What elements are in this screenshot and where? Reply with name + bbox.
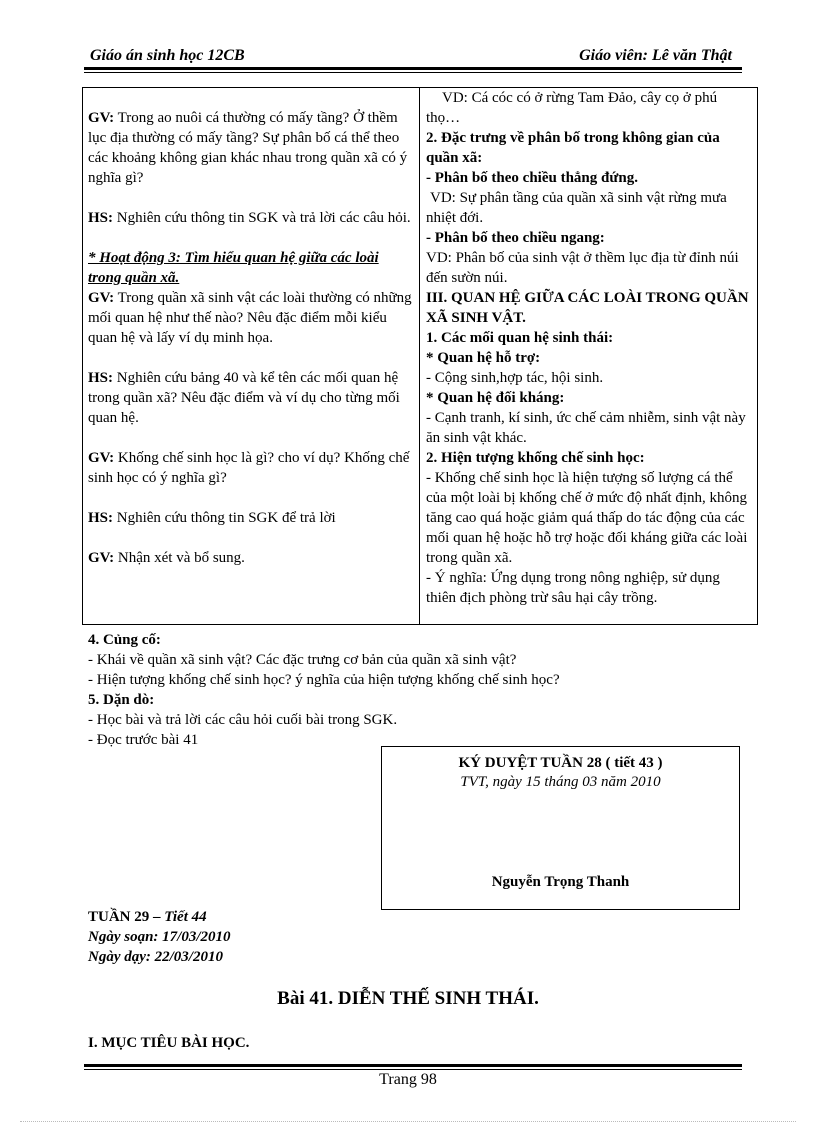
hs-answer-2: HS: Nghiên cứu bảng 40 và kể tên các mối quan hệ trong quần xã? Nêu đặc điểm và ví dụ cho từng mối quan hệ. bbox=[88, 370, 400, 426]
example-species: VD: Cá cóc có ở rừng Tam Đảo, cây cọ ở phú thọ… bbox=[426, 90, 718, 126]
horizontal-example: VD: Phân bố của sinh vật ở thềm lục địa từ đỉnh núi đến sườn núi. bbox=[426, 250, 739, 286]
homework-item: - Học bài và trả lời các câu hỏi cuối bài trong SGK. bbox=[88, 712, 398, 728]
biocontrol-definition: - Khống chế sinh học là hiện tượng số lượng cá thể của một loài bị khống chế ở mức độ nhất định, không tăng cao quá hoặc giảm quá thấp do tác động của các mối quan hệ hoặc hỗ trợ hoặc đối kháng giữa các loài trong quần xã. bbox=[426, 470, 748, 566]
hs-answer-1: HS: Nghiên cứu thông tin SGK và trả lời các câu hỏi. bbox=[88, 210, 411, 226]
footer-rule-thin bbox=[84, 1069, 742, 1070]
objectives-heading: I. MỤC TIÊU BÀI HỌC. bbox=[88, 1035, 250, 1051]
review-item: - Hiện tượng khống chế sinh học? ý nghĩa của hiện tượng khống chế sinh học? bbox=[88, 672, 560, 688]
gv-conclusion: GV: Nhận xét và bổ sung. bbox=[88, 550, 245, 566]
vertical-distribution-heading: - Phân bố theo chiều thẳng đứng. bbox=[426, 170, 638, 186]
footer-rule bbox=[84, 1064, 742, 1067]
gv-question-layers: GV: Trong ao nuôi cá thường có mấy tầng? Ở thềm lục địa thường có mấy tầng? Sự phân bố cá thể theo các khoảng không gian khác nhau trong quần xã có ý nghĩa gì? bbox=[88, 110, 408, 186]
gv-question-relations: GV: Trong quần xã sinh vật các loài thường có những mối quan hệ như thế nào? Nêu đặc điểm mỗi kiểu quan hệ và lấy ví dụ minh họa. bbox=[88, 290, 412, 346]
header-teacher-name: Giáo viên: Lê văn Thật bbox=[579, 47, 732, 64]
horizontal-distribution-heading: - Phân bố theo chiều ngang: bbox=[426, 230, 605, 246]
teach-date: Ngày dạy: 22/03/2010 bbox=[88, 949, 223, 965]
antagonistic-relations-heading: * Quan hệ đối kháng: bbox=[426, 390, 565, 406]
header-rule bbox=[84, 67, 742, 70]
support-relations-heading: * Quan hệ hỗ trợ: bbox=[426, 350, 541, 366]
homework-heading: 5. Dặn dò: bbox=[88, 692, 155, 708]
table-column-divider bbox=[419, 87, 420, 625]
header-rule-thin bbox=[84, 72, 742, 73]
review-item: - Khái về quần xã sinh vật? Các đặc trưng cơ bản của quần xã sinh vật? bbox=[88, 652, 517, 668]
section-3-heading: III. QUAN HỆ GIỮA CÁC LOÀI TRONG QUẦN XÃ SINH VẬT. bbox=[426, 290, 749, 326]
page-number: Trang 98 bbox=[379, 1071, 437, 1088]
gv-question-biocontrol: GV: Khống chế sinh học là gì? cho ví dụ? Khống chế sinh học có ý nghĩa gì? bbox=[88, 450, 410, 486]
content-column bbox=[426, 88, 752, 608]
homework-item: - Đọc trước bài 41 bbox=[88, 732, 199, 748]
biocontrol-heading: 2. Hiện tượng khống chế sinh học: bbox=[426, 450, 645, 466]
teacher-activity-column bbox=[88, 88, 414, 568]
approval-title: KÝ DUYỆT TUẦN 28 ( tiết 43 ) bbox=[458, 755, 663, 771]
lesson-title: Bài 41. DIỄN THẾ SINH THÁI. bbox=[277, 988, 539, 1009]
hs-answer-3: HS: Nghiên cứu thông tin SGK để trả lời bbox=[88, 510, 336, 526]
biocontrol-significance: - Ý nghĩa: Ứng dụng trong nông nghiệp, sử dụng thiên địch phòng trừ sâu hại cây trồng. bbox=[426, 570, 720, 606]
antagonistic-relations-text: - Cạnh tranh, kí sinh, ức chế cảm nhiễm, sinh vật này ăn sinh vật khác. bbox=[426, 410, 746, 446]
week-period: TUẦN 29 – Tiết 44 bbox=[88, 909, 207, 925]
vertical-example: VD: Sự phân tầng của quần xã sinh vật rừng mưa nhiệt đới. bbox=[426, 190, 727, 226]
support-relations-text: - Cộng sinh,hợp tác, hội sinh. bbox=[426, 370, 604, 386]
approver-name: Nguyễn Trọng Thanh bbox=[491, 874, 630, 890]
review-heading: 4. Củng cố: bbox=[88, 632, 161, 648]
approval-box bbox=[381, 746, 740, 910]
week-info bbox=[88, 907, 231, 967]
review-section bbox=[88, 630, 748, 750]
ecological-relations-heading: 1. Các mối quan hệ sinh thái: bbox=[426, 330, 614, 346]
activity-3-heading: * Hoạt động 3: Tìm hiểu quan hệ giữa các loài trong quần xã. bbox=[88, 250, 379, 286]
header-course-title: Giáo án sinh học 12CB bbox=[90, 47, 245, 64]
section-2-heading: 2. Đặc trưng về phân bố trong không gian của quần xã: bbox=[426, 130, 720, 166]
prep-date: Ngày soạn: 17/03/2010 bbox=[88, 929, 231, 945]
page-edge bbox=[20, 1121, 796, 1122]
approval-date: TVT, ngày 15 tháng 03 năm 2010 bbox=[460, 774, 661, 790]
